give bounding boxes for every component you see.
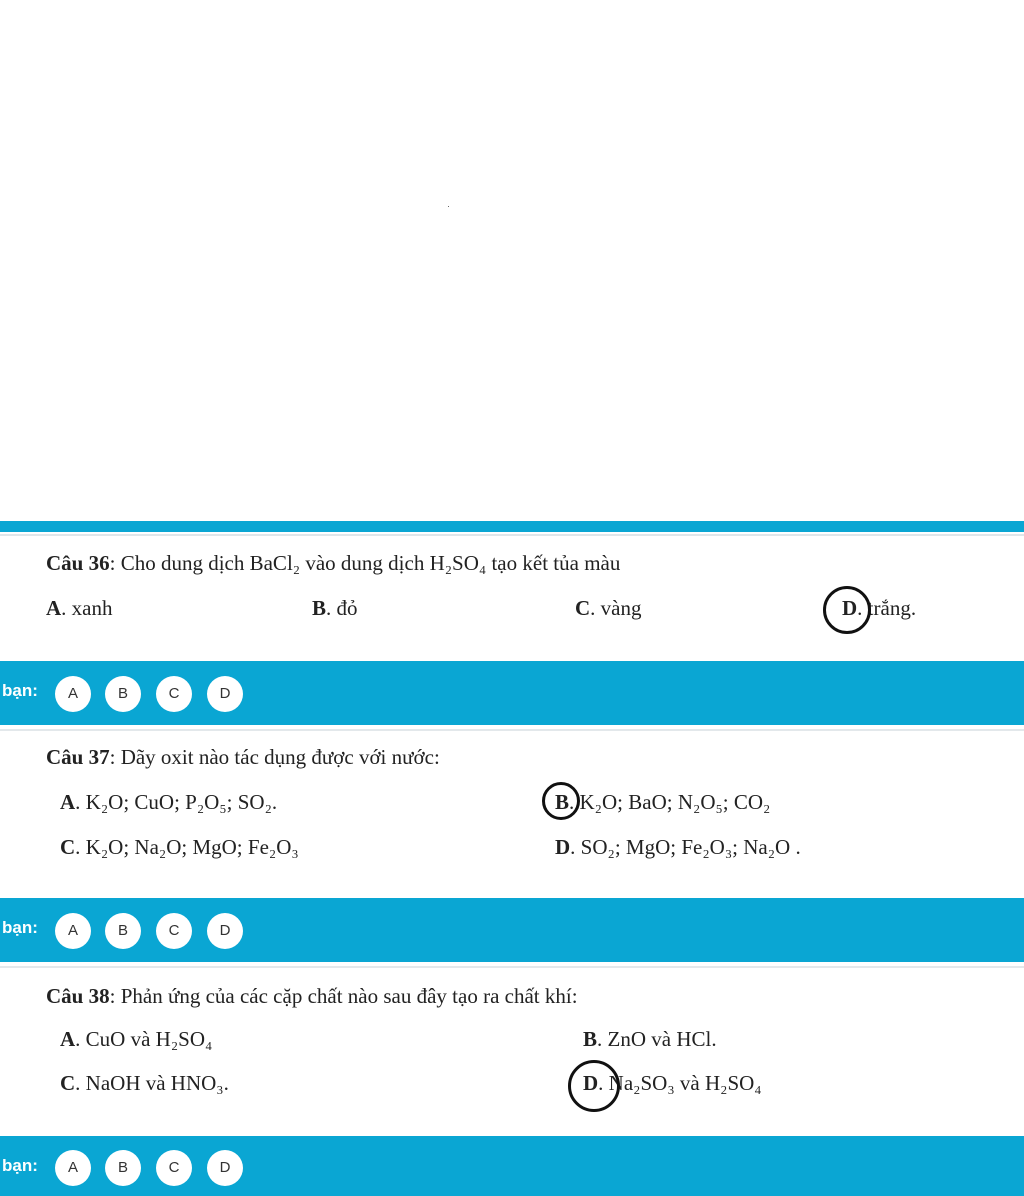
- option-38-c: C. NaOH và HNO₃.: [60, 1071, 229, 1095]
- answer-38-c-button[interactable]: C: [156, 1150, 192, 1186]
- option-36-c: C. vàng: [575, 596, 642, 620]
- answer-bar-36: [0, 661, 1024, 725]
- answer-bar-37: [0, 898, 1024, 962]
- option-37-d: D. SO₂; MgO; Fe₂O₃; Na₂O .: [555, 835, 801, 859]
- option-38-b: B. ZnO và HCl.: [583, 1027, 717, 1051]
- answer-circle-mark: [542, 782, 580, 820]
- answer-bar-38: [0, 1136, 1024, 1196]
- answer-37-a-button[interactable]: A: [55, 913, 91, 949]
- answer-37-b-button[interactable]: B: [105, 913, 141, 949]
- option-38-a: A. CuO và H₂SO₄: [60, 1027, 213, 1051]
- option-37-a: A. K₂O; CuO; P₂O₅; SO₂.: [60, 790, 278, 814]
- question-38-text: Câu 38: Phản ứng của các cặp chất nào sau đây tạo ra chất khí:: [46, 984, 578, 1008]
- answer-36-a-button[interactable]: A: [55, 676, 91, 712]
- answer-38-d-button[interactable]: D: [207, 1150, 243, 1186]
- answer-36-b-button[interactable]: B: [105, 676, 141, 712]
- option-38-d: D. Na₂SO₃ và H₂SO₄: [583, 1071, 762, 1095]
- option-36-a: A. xanh: [46, 596, 113, 620]
- answer-38-b-button[interactable]: B: [105, 1150, 141, 1186]
- option-37-c: C. K₂O; Na₂O; MgO; Fe₂O₃: [60, 835, 299, 859]
- answer-bar-label: bạn:: [2, 1156, 38, 1175]
- answer-circle-mark: [568, 1060, 620, 1112]
- top-divider: [0, 534, 1024, 536]
- top-accent-bar: [0, 521, 1024, 532]
- divider: [0, 966, 1024, 968]
- answer-circle-mark: [823, 586, 871, 634]
- answer-bar-label: bạn:: [2, 681, 38, 700]
- option-37-b: B. K₂O; BaO; N₂O₅; CO₂: [555, 790, 771, 814]
- answer-36-d-button[interactable]: D: [207, 676, 243, 712]
- answer-37-c-button[interactable]: C: [156, 913, 192, 949]
- answer-37-d-button[interactable]: D: [207, 913, 243, 949]
- answer-bar-label: bạn:: [2, 918, 38, 937]
- answer-38-a-button[interactable]: A: [55, 1150, 91, 1186]
- question-37-text: Câu 37: Dãy oxit nào tác dụng được với nước:: [46, 745, 440, 769]
- question-36-text: Câu 36: Cho dung dịch BaCl₂ vào dung dịch H₂SO₄ tạo kết tủa màu: [46, 551, 621, 575]
- option-36-b: B. đỏ: [312, 596, 358, 620]
- answer-36-c-button[interactable]: C: [156, 676, 192, 712]
- option-36-d: D. trắng.: [842, 596, 917, 620]
- stray-dot: [448, 206, 449, 207]
- divider: [0, 729, 1024, 731]
